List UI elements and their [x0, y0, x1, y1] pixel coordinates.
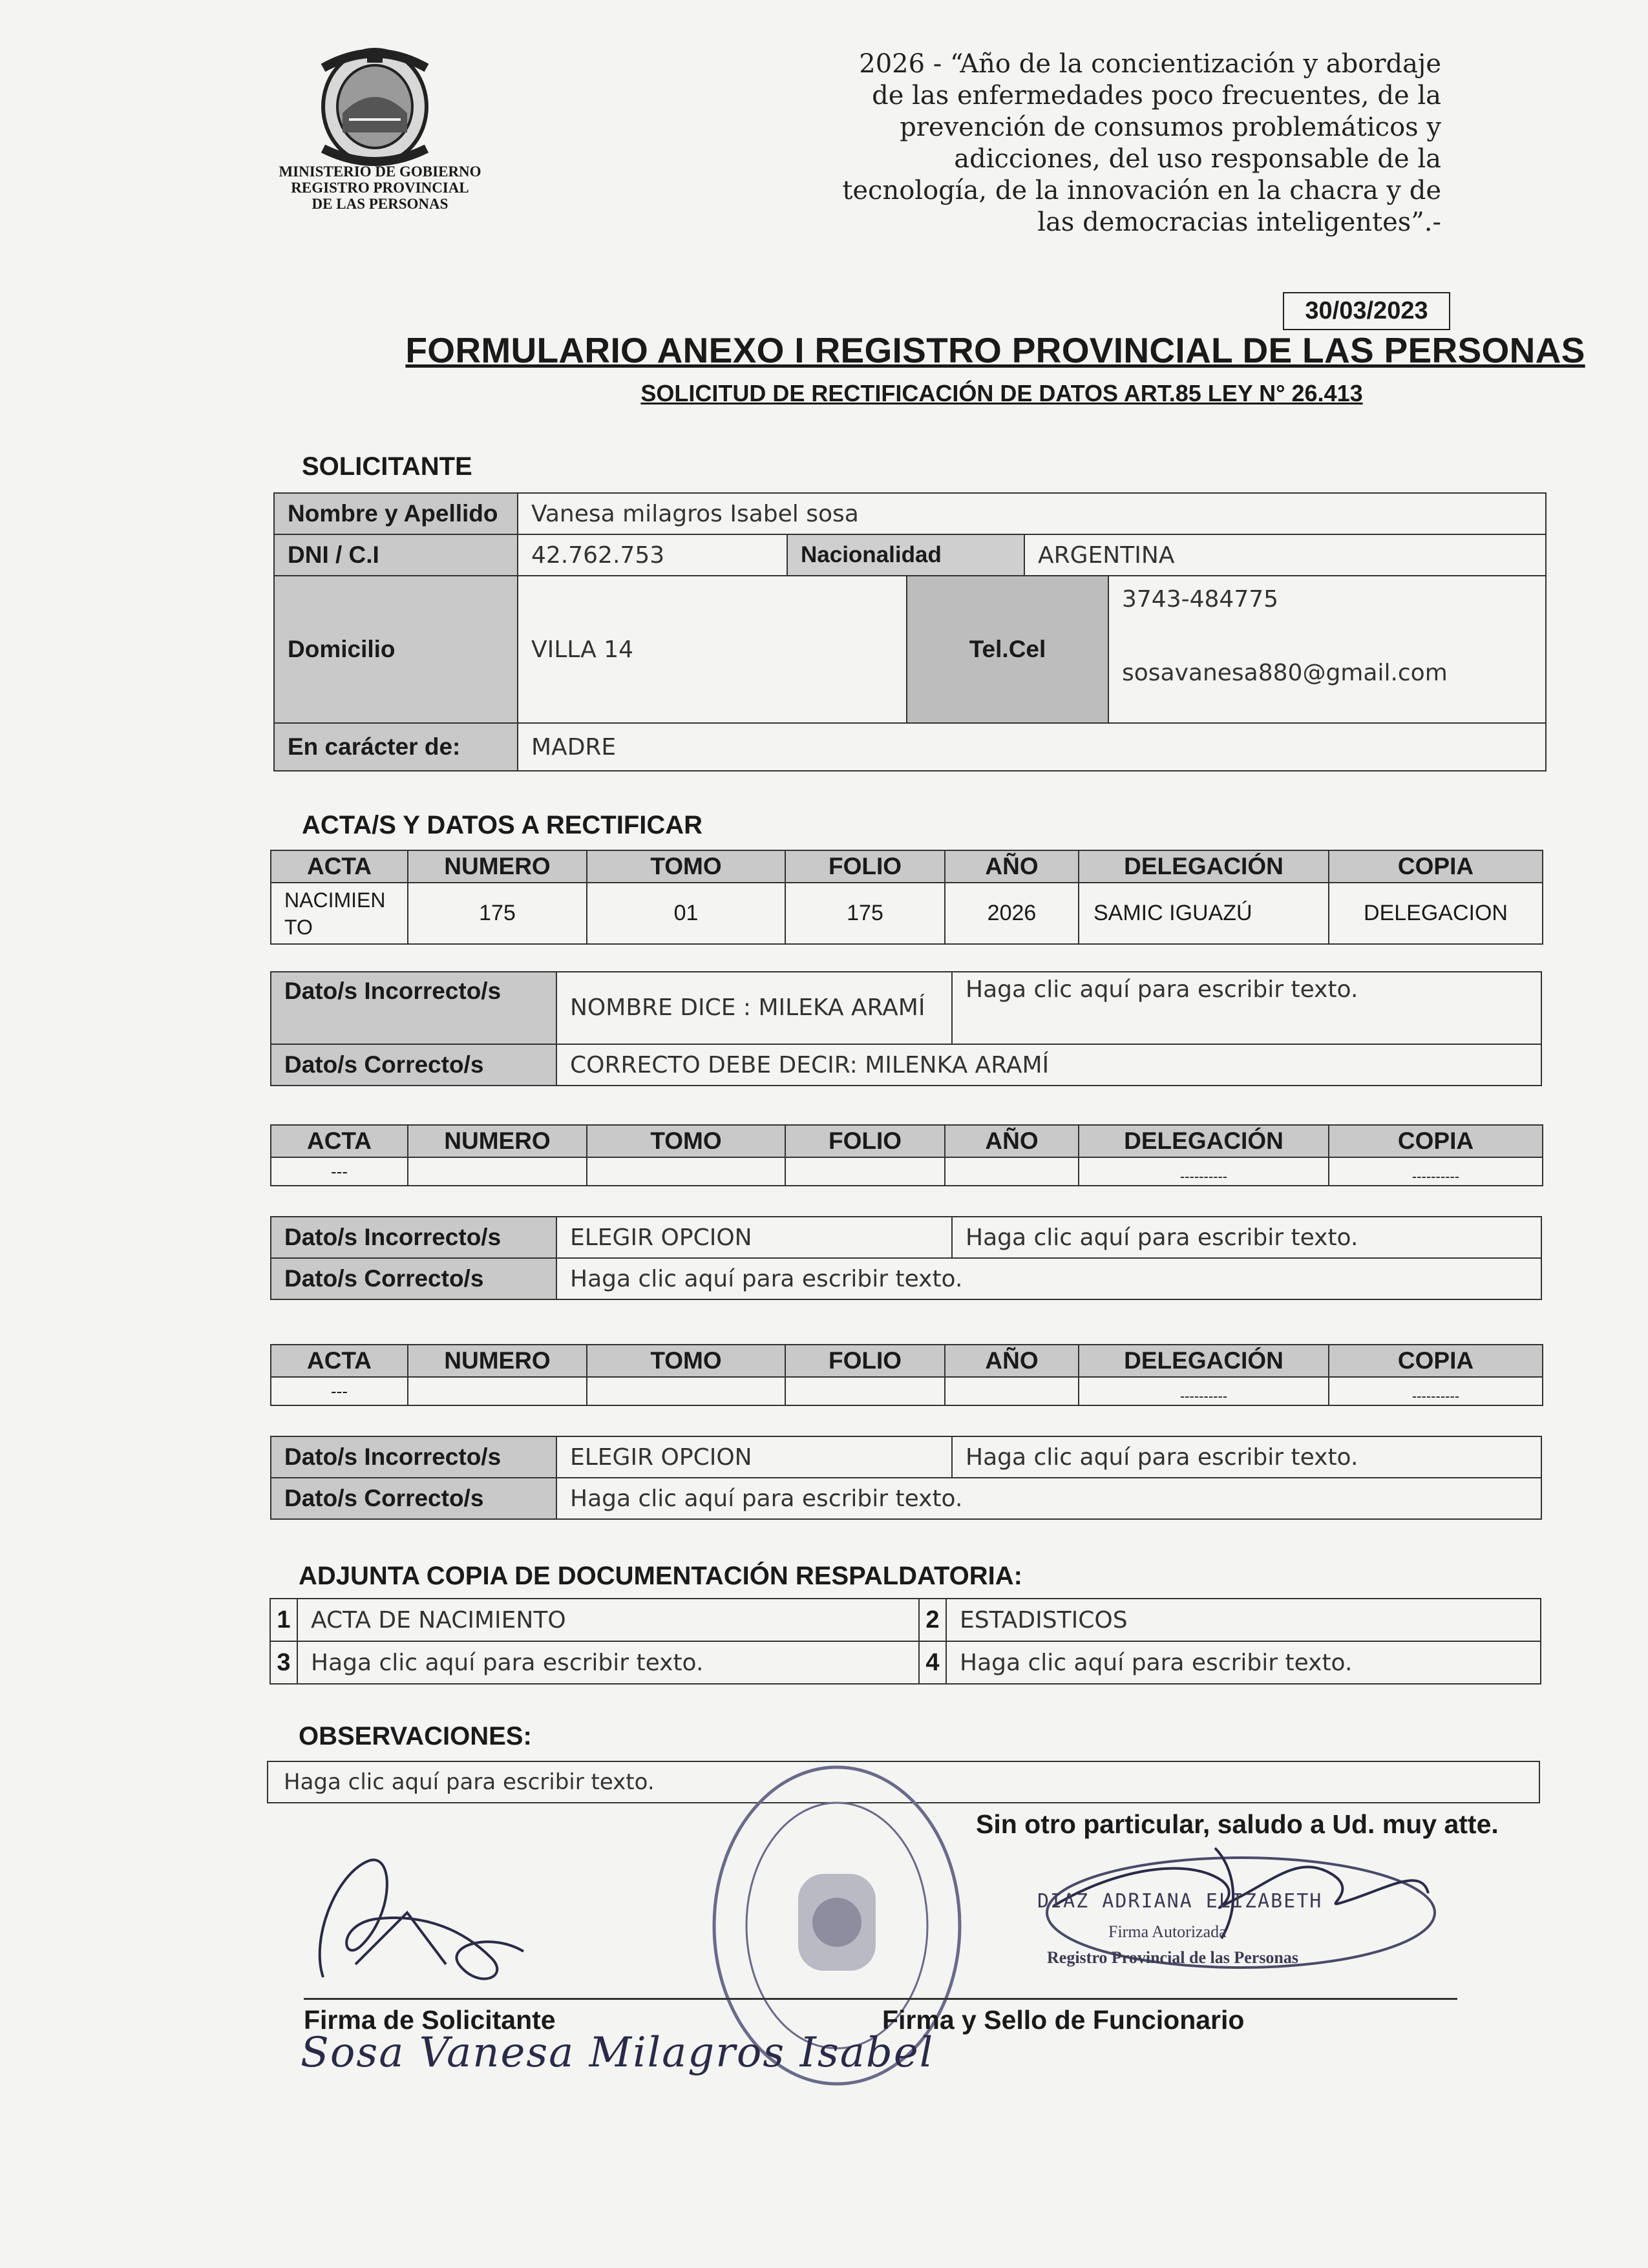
adjunta-table: [269, 1598, 1541, 1685]
adjunta-item-1[interactable]: ACTA DE NACIMIENTO: [297, 1599, 919, 1641]
motto-line: adicciones, del uso responsable de la: [954, 144, 1441, 174]
tel-field[interactable]: 3743-484775: [1122, 586, 1279, 613]
col-numero: NUMERO: [408, 1125, 587, 1157]
adjunta-item-4[interactable]: Haga clic aquí para escribir texto.: [946, 1641, 1541, 1684]
col-copia: COPIA: [1329, 1125, 1543, 1157]
folio-field[interactable]: 175: [785, 883, 945, 944]
applicant-signature: [297, 1835, 543, 1997]
adjunta-heading: ADJUNTA COPIA DE DOCUMENTACIÓN RESPALDATORIA:: [299, 1562, 1022, 1590]
acta-field[interactable]: ---: [271, 1377, 408, 1405]
delegacion-field[interactable]: SAMIC IGUAZÚ: [1079, 883, 1329, 944]
col-copia: COPIA: [1329, 1345, 1543, 1377]
official-stamp-office: Registro Provincial de las Personas: [1047, 1948, 1299, 1967]
copia-field[interactable]: ----------: [1329, 1377, 1543, 1405]
motto-line: tecnología, de la innovación en la chacra y de: [842, 176, 1441, 205]
correct-field[interactable]: CORRECTO DEBE DECIR: MILENKA ARAMÍ: [556, 1044, 1541, 1086]
adjunta-item-2[interactable]: ESTADISTICOS: [946, 1599, 1541, 1641]
folio-field[interactable]: [785, 1377, 945, 1405]
provincial-coat-of-arms: [310, 42, 439, 171]
col-acta: ACTA: [271, 1125, 408, 1157]
copia-field[interactable]: DELEGACION: [1329, 883, 1543, 944]
observaciones-field[interactable]: Haga clic aquí para escribir texto.: [268, 1761, 1539, 1803]
nacionalidad-label: Nacionalidad: [787, 534, 1024, 576]
caracter-label: En carácter de:: [274, 723, 518, 771]
actas-heading: ACTA/S Y DATOS A RECTIFICAR: [302, 811, 703, 839]
folio-field[interactable]: [785, 1157, 945, 1186]
incorrect-extra-field[interactable]: Haga clic aquí para escribir texto.: [952, 1436, 1541, 1478]
caracter-table: [273, 722, 1547, 772]
copia-field[interactable]: ----------: [1329, 1157, 1543, 1186]
correct-field[interactable]: Haga clic aquí para escribir texto.: [556, 1478, 1541, 1519]
motto-line: 2026 - “Año de la concientización y abordaje: [859, 49, 1441, 79]
official-stamp-role: Firma Autorizada: [1108, 1922, 1227, 1941]
datos-table-2: [270, 1216, 1542, 1300]
closing-text: Sin otro particular, saludo a Ud. muy atte.: [976, 1809, 1499, 1839]
incorrect-field[interactable]: ELEGIR OPCION: [556, 1436, 952, 1478]
ministry-line: REGISTRO PROVINCIAL: [291, 180, 469, 196]
numero-field[interactable]: [408, 1377, 587, 1405]
col-acta: ACTA: [271, 1345, 408, 1377]
incorrect-extra-field[interactable]: Haga clic aquí para escribir texto.: [952, 972, 1541, 1044]
col-tomo: TOMO: [587, 1345, 785, 1377]
solicitante-heading: SOLICITANTE: [302, 452, 472, 481]
tomo-field[interactable]: [587, 1157, 785, 1186]
anio-field[interactable]: [945, 1157, 1079, 1186]
domicilio-field[interactable]: VILLA 14: [518, 576, 907, 723]
adjunta-num: 2: [919, 1599, 946, 1641]
datos-table-1: [270, 971, 1542, 1086]
dni-label: DNI / C.I: [274, 534, 518, 576]
correct-label: Dato/s Correcto/s: [271, 1258, 556, 1299]
motto-line: las democracias inteligentes”.-: [1037, 207, 1441, 237]
ministry-line: MINISTERIO DE GOBIERNO: [279, 163, 481, 180]
col-numero: NUMERO: [408, 850, 587, 883]
motto-line: de las enfermedades poco frecuentes, de la: [872, 81, 1441, 110]
nacionalidad-field[interactable]: ARGENTINA: [1024, 534, 1546, 576]
domicilio-table: [273, 575, 1547, 724]
form-title: FORMULARIO ANEXO I REGISTRO PROVINCIAL DE LAS PERSONAS: [405, 330, 1585, 370]
correct-label: Dato/s Correcto/s: [271, 1478, 556, 1519]
col-delegacion: DELEGACIÓN: [1079, 850, 1329, 883]
solicitante-table: [273, 492, 1547, 576]
adjunta-num: 3: [270, 1641, 297, 1684]
acta-field[interactable]: NACIMIEN TO: [271, 883, 408, 944]
form-subtitle: SOLICITUD DE RECTIFICACIÓN DE DATOS ART.85 LEY N° 26.413: [640, 380, 1363, 406]
ministry-line: DE LAS PERSONAS: [312, 196, 449, 212]
applicant-signature-label: Firma de Solicitante: [304, 2005, 556, 2035]
ministry-name: [270, 163, 490, 212]
correct-label: Dato/s Correcto/s: [271, 1044, 556, 1086]
acta-table-3: [270, 1344, 1543, 1406]
official-signature: [1028, 1829, 1441, 2010]
col-folio: FOLIO: [785, 850, 945, 883]
dni-field[interactable]: 42.762.753: [518, 534, 787, 576]
motto-line: prevención de consumos problemáticos y: [900, 112, 1441, 142]
observaciones-heading: OBSERVACIONES:: [299, 1722, 532, 1750]
col-delegacion: DELEGACIÓN: [1079, 1345, 1329, 1377]
incorrect-extra-field[interactable]: Haga clic aquí para escribir texto.: [952, 1217, 1541, 1258]
col-numero: NUMERO: [408, 1345, 587, 1377]
col-anio: AÑO: [945, 850, 1079, 883]
adjunta-num: 4: [919, 1641, 946, 1684]
official-stamp-name: DIAZ ADRIANA ELIZABETH: [1037, 1890, 1323, 1913]
correct-field[interactable]: Haga clic aquí para escribir texto.: [556, 1258, 1541, 1299]
date-field[interactable]: 30/03/2023: [1283, 292, 1450, 330]
col-copia: COPIA: [1329, 850, 1543, 883]
numero-field[interactable]: [408, 1157, 587, 1186]
year-motto: [763, 48, 1441, 238]
tomo-field[interactable]: [587, 1377, 785, 1405]
incorrect-label: Dato/s Incorrecto/s: [271, 972, 556, 1044]
col-tomo: TOMO: [587, 1125, 785, 1157]
acta-table-2: [270, 1124, 1543, 1186]
incorrect-field[interactable]: ELEGIR OPCION: [556, 1217, 952, 1258]
incorrect-label: Dato/s Incorrecto/s: [271, 1436, 556, 1478]
handwritten-applicant-name: Sosa Vanesa Milagros Isabel: [301, 2029, 935, 2077]
incorrect-field[interactable]: NOMBRE DICE : MILEKA ARAMÍ: [556, 972, 952, 1044]
caracter-field[interactable]: MADRE: [518, 723, 1546, 771]
acta-field[interactable]: ---: [271, 1157, 408, 1186]
nombre-field[interactable]: Vanesa milagros Isabel sosa: [518, 493, 1546, 534]
datos-table-3: [270, 1436, 1542, 1520]
numero-field[interactable]: 175: [408, 883, 587, 944]
domicilio-label: Domicilio: [274, 576, 518, 723]
col-tomo: TOMO: [587, 850, 785, 883]
contact-field[interactable]: [1108, 576, 1546, 723]
applicant-signature-line: [304, 1998, 885, 2000]
official-signature-label: Firma y Sello de Funcionario: [882, 2005, 1245, 2035]
nombre-label: Nombre y Apellido: [274, 493, 518, 534]
delegacion-field[interactable]: ----------: [1079, 1157, 1329, 1186]
delegacion-field[interactable]: ----------: [1079, 1377, 1329, 1405]
col-delegacion: DELEGACIÓN: [1079, 1125, 1329, 1157]
adjunta-item-3[interactable]: Haga clic aquí para escribir texto.: [297, 1641, 919, 1684]
col-folio: FOLIO: [785, 1345, 945, 1377]
col-acta: ACTA: [271, 850, 408, 883]
official-signature-line: [885, 1998, 1457, 2000]
tomo-field[interactable]: 01: [587, 883, 785, 944]
col-anio: AÑO: [945, 1125, 1079, 1157]
col-folio: FOLIO: [785, 1125, 945, 1157]
anio-field[interactable]: [945, 1377, 1079, 1405]
adjunta-num: 1: [270, 1599, 297, 1641]
acta-table-1: [270, 850, 1543, 945]
col-anio: AÑO: [945, 1345, 1079, 1377]
anio-field[interactable]: 2026: [945, 883, 1079, 944]
incorrect-label: Dato/s Incorrecto/s: [271, 1217, 556, 1258]
tel-label: Tel.Cel: [907, 576, 1108, 723]
email-field[interactable]: sosavanesa880@gmail.com: [1122, 660, 1448, 686]
